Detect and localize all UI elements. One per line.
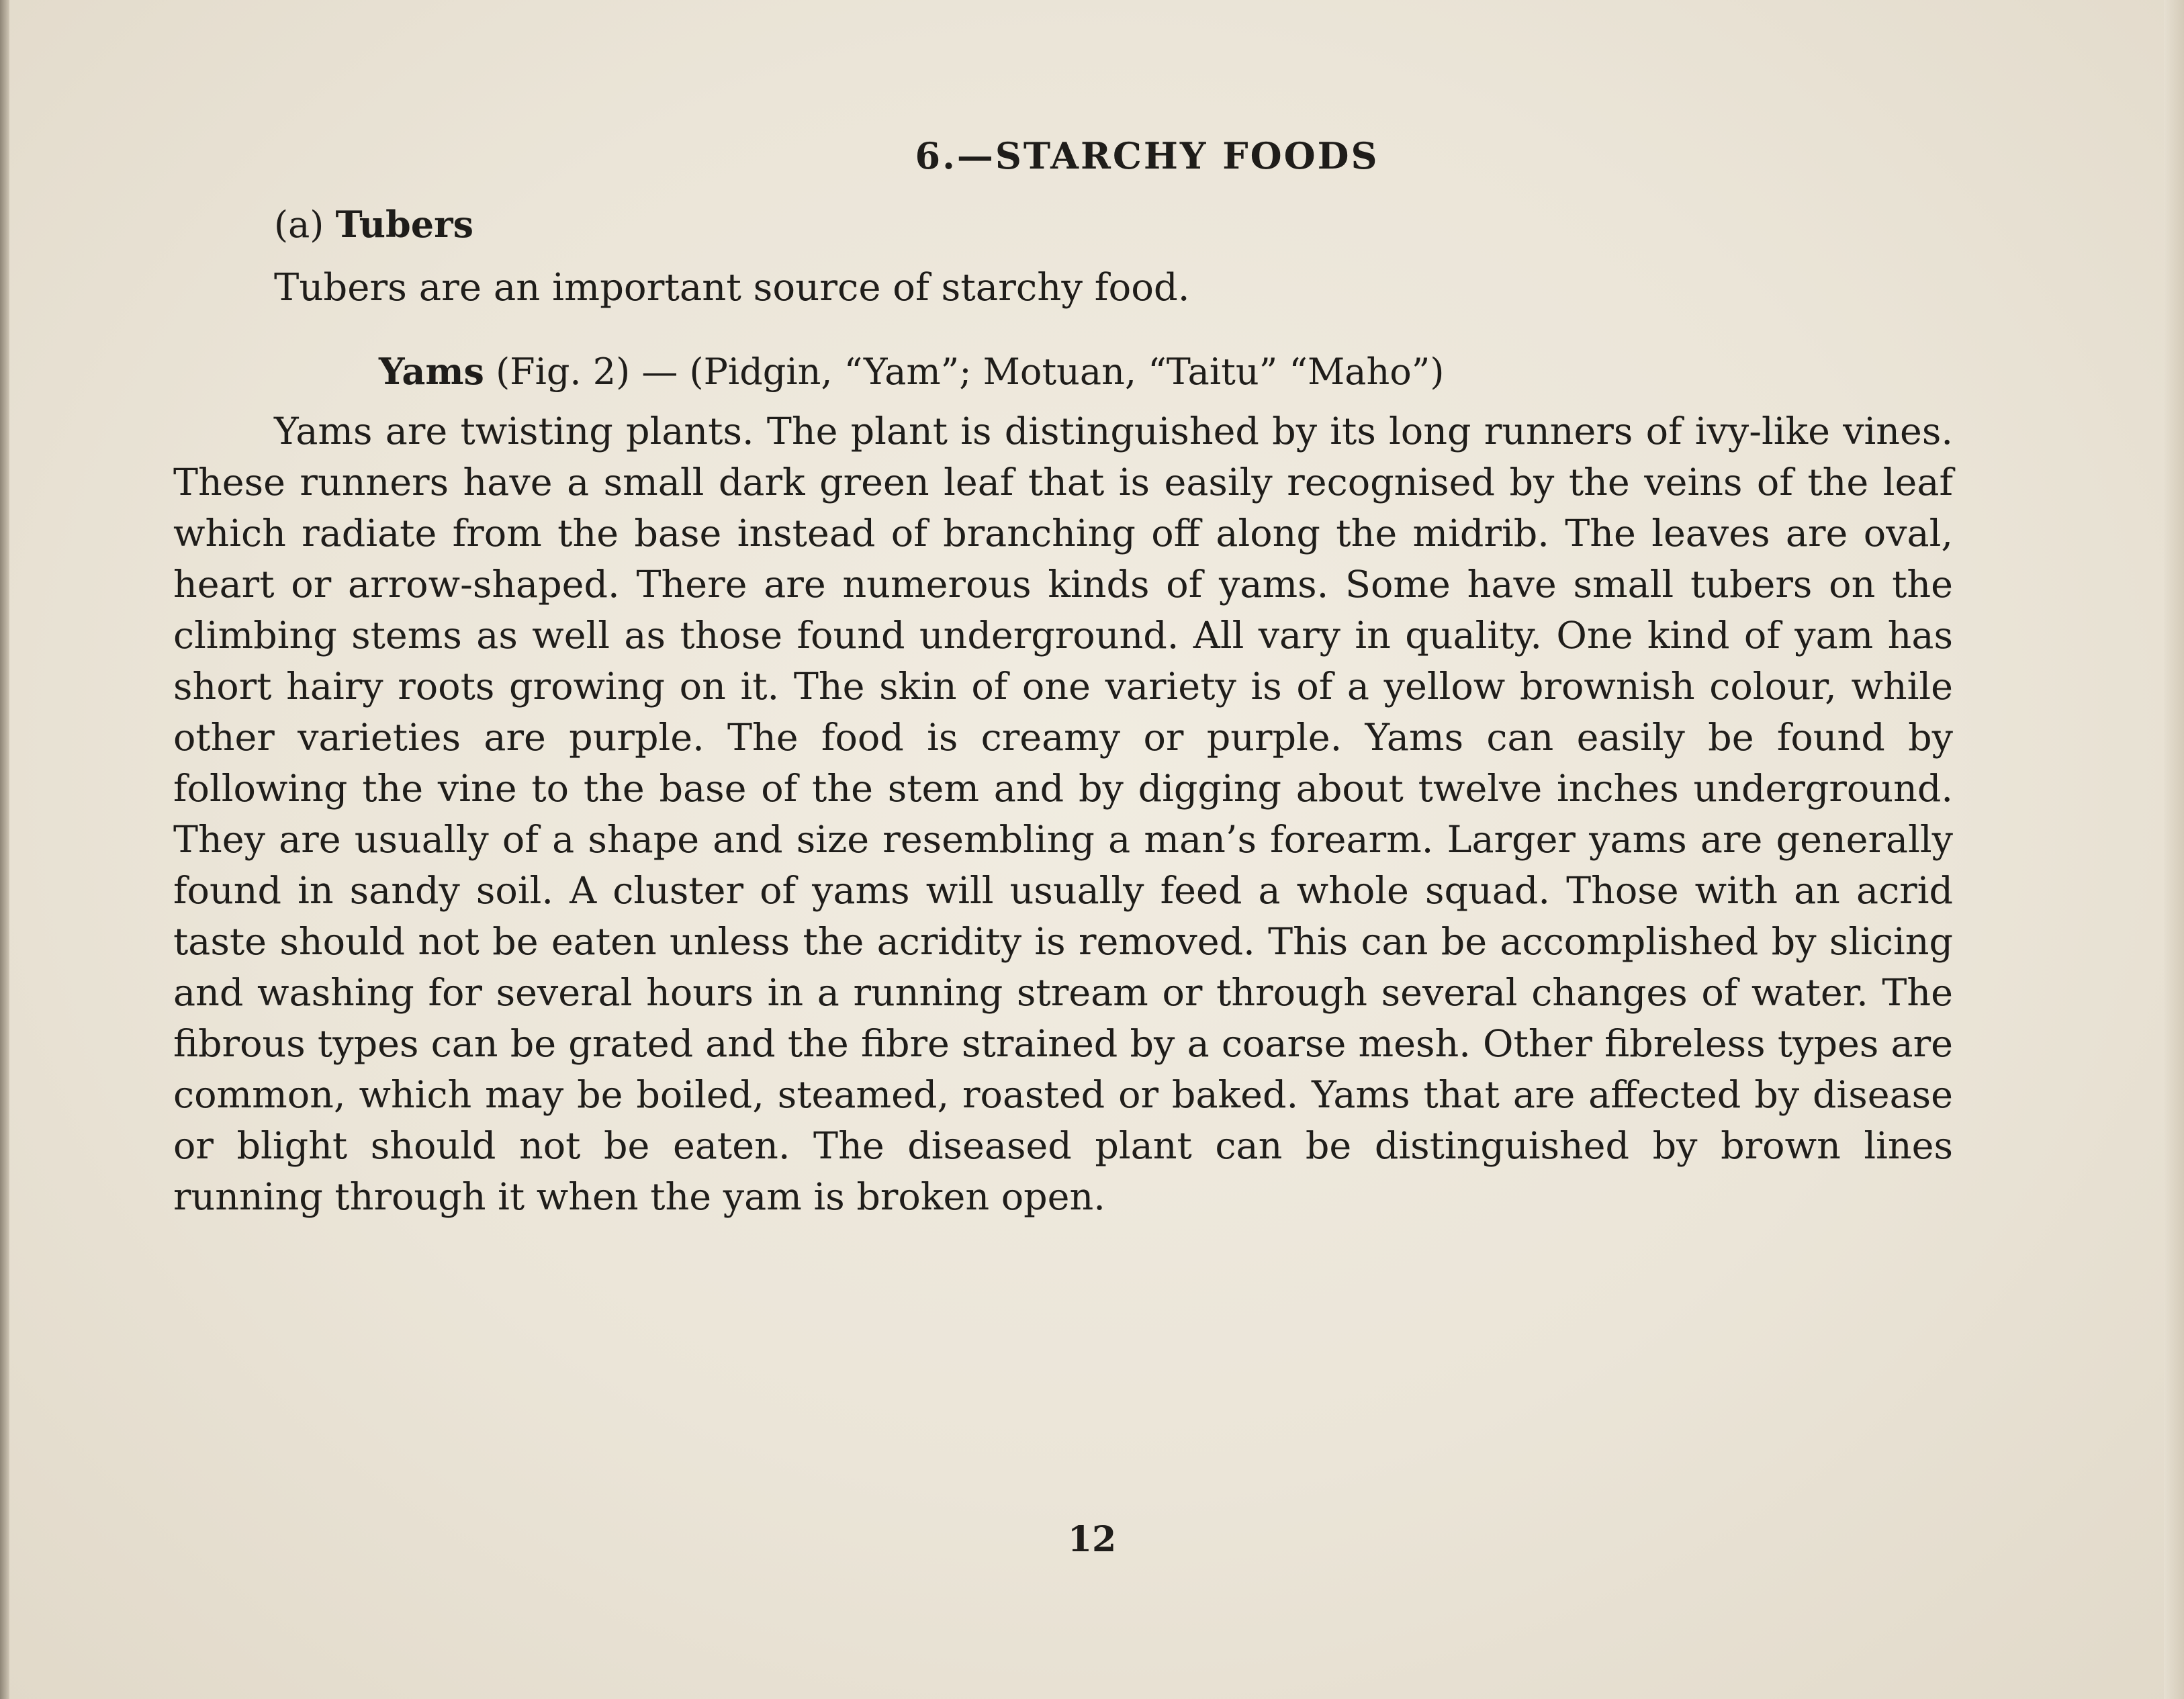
subsection-heading: [274, 203, 1953, 246]
plant-details: (Fig. 2) — (Pidgin, “Yam”; Motuan, “Taitu” “Maho”): [496, 351, 1445, 393]
plant-name: Yams: [379, 350, 484, 393]
intro-sentence: Tubers are an important source of starchy food.: [274, 266, 1190, 310]
page-binding-edge: [0, 0, 9, 1699]
section-heading: 6.—STARCHY FOODS: [915, 134, 1379, 177]
page-number: 12: [1067, 1519, 1117, 1560]
plant-heading: [379, 350, 1953, 393]
page-outer-edge: [2164, 0, 2184, 1699]
subsection-title: Tubers: [335, 203, 473, 246]
subsection-marker: (a): [274, 203, 324, 246]
page-content: [173, 134, 1953, 1223]
body-paragraph: Yams are twisting plants. The plant is distinguished by its long runners of ivy-like vines. These runners have a small dark green leaf that is easily recognised by the veins of the leaf which radiate from the base instead of branching off along the midrib. The leaves are oval, heart or arrow-shaped. There are numerous kinds of yams. Some have small tubers on the climbing stems as well as those found underground. All vary in quality. One kind of yam has short hairy roots growing on it. The skin of one variety is of a yellow brownish colour, while other varieties are purple. The food is creamy or purple. Yams can easily be found by following the vine to the base of the stem and by digging about twelve inches underground. They are usually of a shape and size resembling a man’s forearm. Larger yams are generally found in sandy soil. A cluster of yams will usually feed a whole squad. Those with an acrid taste should not be eaten unless the acridity is removed. This can be accomplished by slicing and washing for several hours in a running stream or through several changes of water. The fibrous types can be grated and the fibre strained by a coarse mesh. Other fibreless types are common, which may be boiled, steamed, roasted or baked. Yams that are affected by disease or blight should not be eaten. The diseased plant can be distinguished by brown lines running through it when the yam is broken open.: [173, 410, 1953, 1219]
